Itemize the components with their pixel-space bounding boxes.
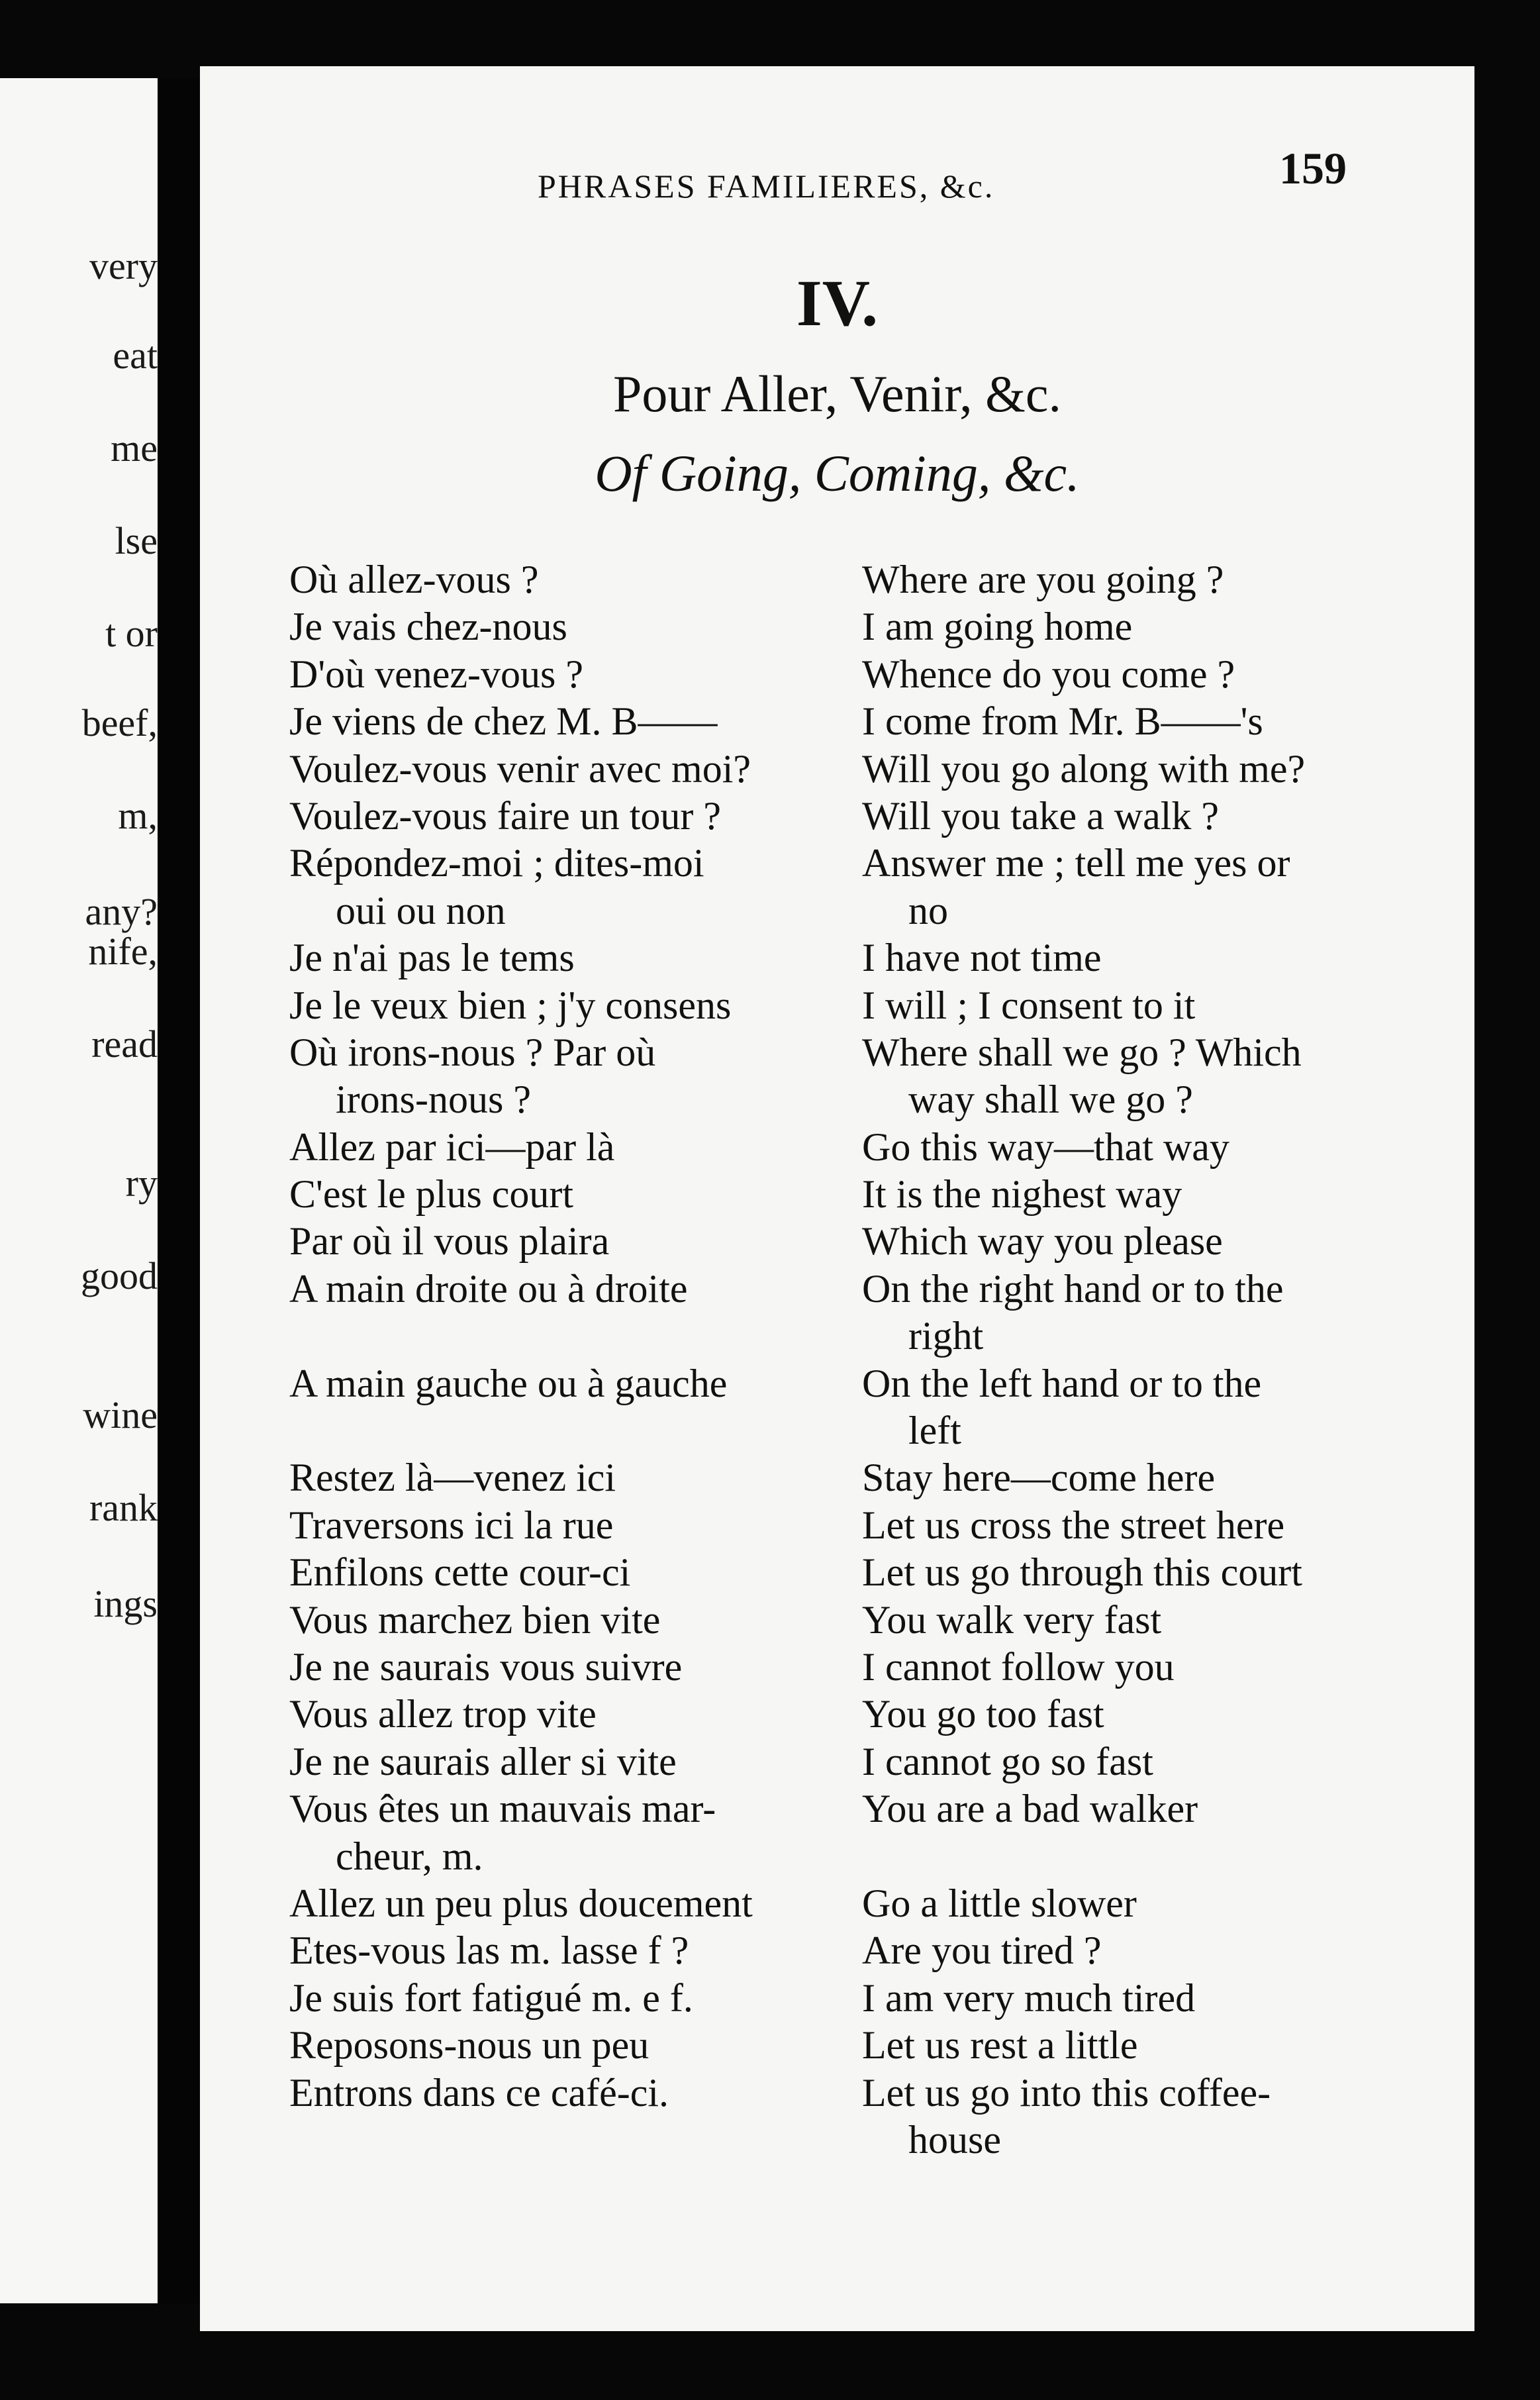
english-phrase-line: Which way you please xyxy=(862,1219,1223,1264)
french-phrase-line: oui ou non xyxy=(336,888,506,932)
left-page-fragment: very xyxy=(89,244,158,287)
left-page-fragment: ry xyxy=(125,1162,158,1205)
page-number: 159 xyxy=(1279,143,1347,193)
french-phrase-line: Je ne saurais aller si vite xyxy=(289,1739,677,1783)
english-phrase-line: right xyxy=(908,1314,984,1358)
left-page-fragment: eat xyxy=(113,334,158,377)
english-phrase-line: Where shall we go ? Which xyxy=(862,1030,1302,1074)
french-phrase-line: Répondez-moi ; dites-moi xyxy=(289,841,704,885)
french-phrase-line: Je le veux bien ; j'y consens xyxy=(289,983,732,1027)
left-page-fragment: wine xyxy=(83,1393,158,1436)
french-phrase-line: Allez par ici—par là xyxy=(289,1125,615,1169)
french-phrase-line xyxy=(289,1313,829,1360)
english-phrase-line: Go a little slower xyxy=(862,1881,1137,1925)
english-phrase-line: Let us go through this court xyxy=(862,1550,1302,1595)
english-phrase-line: left xyxy=(908,1409,961,1453)
english-phrase-line: You go too fast xyxy=(862,1692,1104,1736)
left-page-fragment: t or xyxy=(105,612,158,655)
english-phrase-line: no xyxy=(908,888,948,932)
french-phrase-line: D'où venez-vous ? xyxy=(289,652,583,696)
english-phrase-line: You walk very fast xyxy=(862,1597,1162,1642)
french-phrase-line: Je n'ai pas le tems xyxy=(289,936,575,980)
left-page-fragment: good xyxy=(81,1254,158,1297)
french-phrase-line: Je viens de chez M. B—— xyxy=(289,699,718,744)
left-page-fragment: nife, xyxy=(88,930,158,973)
french-phrase-line: Par où il vous plaira xyxy=(289,1219,610,1264)
english-phrase-line: I am very much tired xyxy=(862,1975,1196,2020)
left-page-fragment: any? xyxy=(85,890,158,933)
english-phrase-line: Whence do you come ? xyxy=(862,652,1235,696)
french-phrase-line: Vous êtes un mauvais mar- xyxy=(289,1787,716,1831)
french-phrase-line: A main gauche ou à gauche xyxy=(289,1361,728,1405)
english-phrase-line: It is the nighest way xyxy=(862,1172,1182,1217)
french-phrase-line: A main droite ou à droite xyxy=(289,1266,688,1311)
english-phrase-line: Will you go along with me? xyxy=(862,746,1306,791)
english-phrase-line: On the left hand or to the xyxy=(862,1361,1262,1405)
french-phrase-column xyxy=(289,556,829,2117)
english-phrase-line: I have not time xyxy=(862,936,1102,980)
french-phrase-line: Restez là—venez ici xyxy=(289,1456,616,1500)
left-page-fragment: me xyxy=(111,426,158,470)
french-phrase-line: Voulez-vous faire un tour ? xyxy=(289,793,722,838)
left-page-fragment: lse xyxy=(115,519,158,562)
english-phrase-line: Answer me ; tell me yes or xyxy=(862,841,1290,885)
french-phrase-line xyxy=(289,1407,829,1454)
english-phrase-line: Let us rest a little xyxy=(862,2023,1138,2068)
english-phrase-line: I cannot go so fast xyxy=(862,1739,1153,1783)
english-phrase-line: way shall we go ? xyxy=(908,1077,1193,1122)
french-phrase-line: irons-nous ? xyxy=(336,1077,531,1122)
french-phrase-line: Entrons dans ce café-ci. xyxy=(289,2070,669,2115)
french-phrase-line: C'est le plus court xyxy=(289,1172,574,1217)
english-phrase-line: Will you take a walk ? xyxy=(862,793,1220,838)
left-page-fragment: beef, xyxy=(81,701,158,744)
english-phrase-line: I cannot follow you xyxy=(862,1644,1175,1689)
section-numeral: IV. xyxy=(796,266,879,340)
french-phrase-line: Etes-vous las m. lasse f ? xyxy=(289,1928,689,1973)
french-phrase-line: Je vais chez-nous xyxy=(289,605,567,649)
french-phrase-line: Allez un peu plus doucement xyxy=(289,1881,753,1925)
french-phrase-line: Voulez-vous venir avec moi? xyxy=(289,746,751,791)
english-phrase-line: Where are you going ? xyxy=(862,558,1224,601)
left-facing-page xyxy=(0,78,158,2303)
english-phrase-line: Are you tired ? xyxy=(862,1928,1102,1973)
french-phrase-line: cheur, m. xyxy=(336,1834,483,1878)
english-phrase-line: Let us cross the street here xyxy=(862,1503,1285,1547)
english-phrase-line xyxy=(862,1833,1445,1880)
french-phrase-line: Enfilons cette cour-ci xyxy=(289,1550,631,1595)
french-phrase-line: Traversons ici la rue xyxy=(289,1503,614,1547)
book-gutter xyxy=(158,78,200,2303)
french-phrase-line: Je ne saurais vous suivre xyxy=(289,1644,683,1689)
left-page-fragment: read xyxy=(91,1023,158,1066)
english-phrase-line: house xyxy=(908,2117,1001,2162)
french-phrase-line: Reposons-nous un peu xyxy=(289,2023,650,2068)
section-title-english: Of Going, Coming, &c. xyxy=(595,444,1080,502)
english-phrase-line: I will ; I consent to it xyxy=(862,983,1196,1027)
running-head: PHRASES FAMILIERES, &c. xyxy=(538,168,995,205)
english-phrase-line: Go this way—that way xyxy=(862,1125,1229,1169)
english-phrase-line: Let us go into this coffee- xyxy=(862,2070,1271,2115)
french-phrase-line: Vous marchez bien vite xyxy=(289,1597,661,1642)
french-phrase-line: Où allez-vous ? xyxy=(289,558,539,601)
book-page xyxy=(200,66,1474,2331)
english-phrase-line: I am going home xyxy=(862,605,1133,649)
left-page-fragment: rank xyxy=(89,1486,158,1529)
french-phrase-line: Je suis fort fatigué m. e f. xyxy=(289,1975,693,2020)
left-page-fragment: m, xyxy=(118,794,158,837)
section-title-french: Pour Aller, Venir, &c. xyxy=(613,365,1061,423)
english-phrase-line: I come from Mr. B——'s xyxy=(862,699,1263,744)
french-phrase-line: Vous allez trop vite xyxy=(289,1692,597,1736)
left-page-fragment: ings xyxy=(93,1582,158,1625)
english-phrase-line: You are a bad walker xyxy=(862,1787,1198,1831)
english-phrase-line: On the right hand or to the xyxy=(862,1266,1284,1311)
english-phrase-line: Stay here—come here xyxy=(862,1456,1216,1500)
french-phrase-line: Où irons-nous ? Par où xyxy=(289,1030,656,1074)
english-phrase-column xyxy=(862,556,1445,2164)
